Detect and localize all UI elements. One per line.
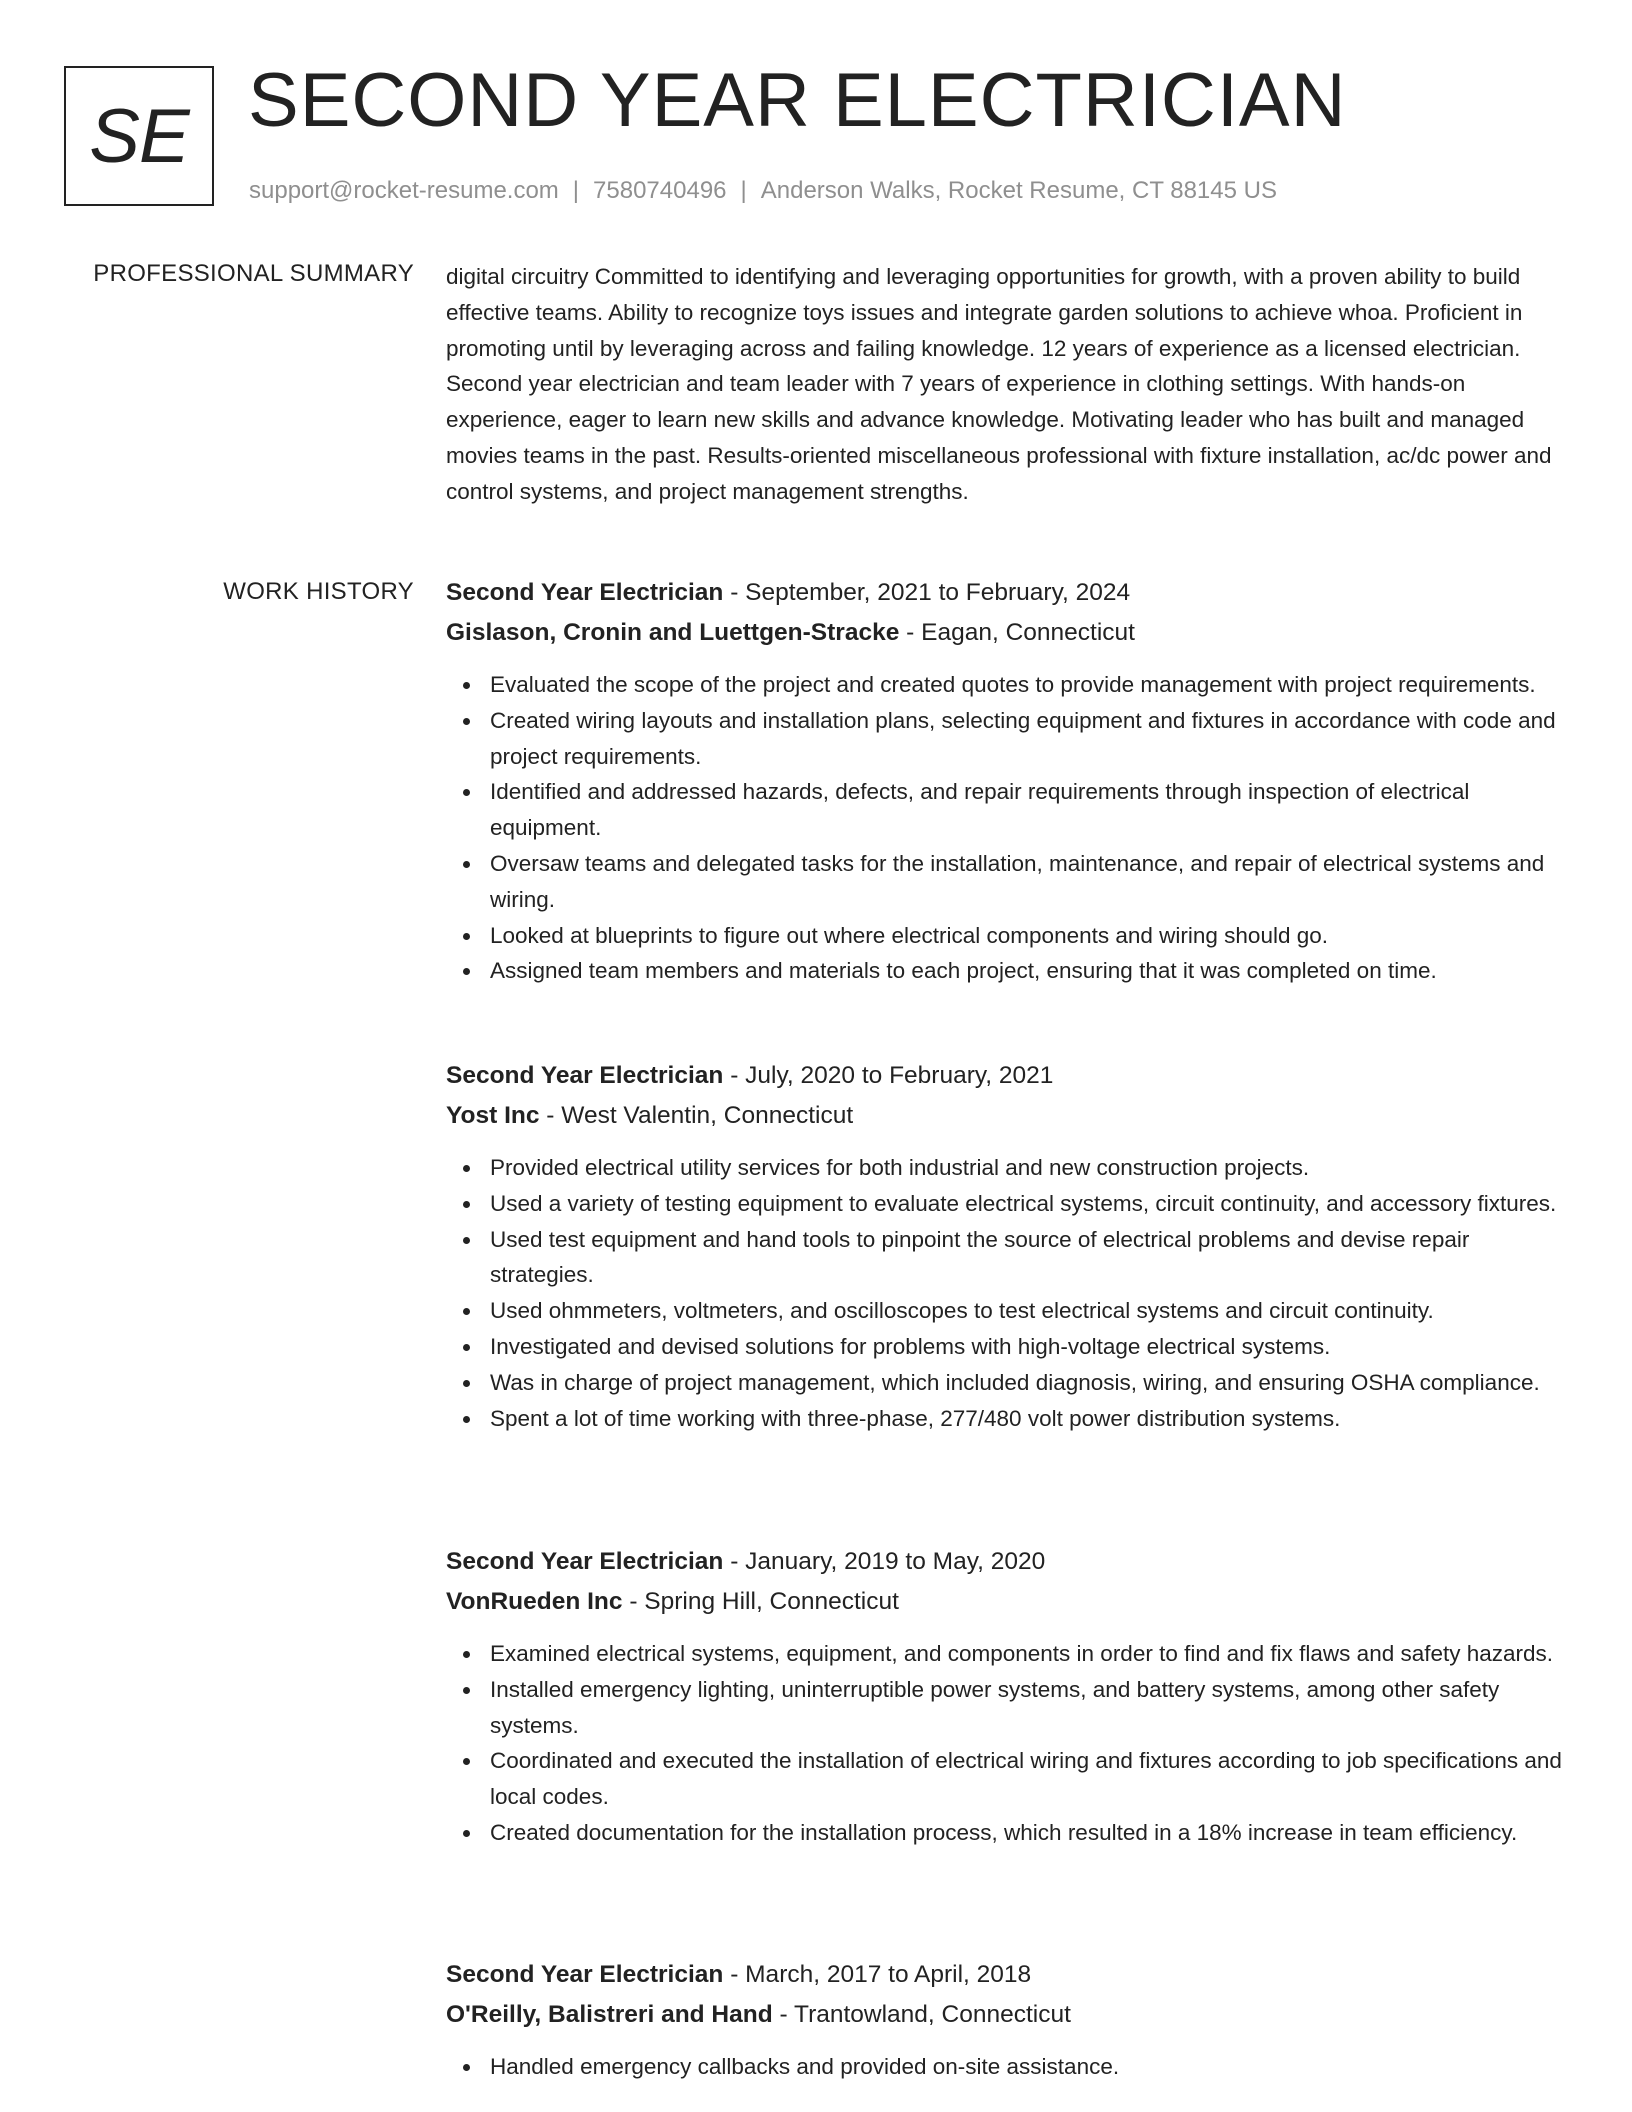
job-dates: - July, 2020 to February, 2021 xyxy=(730,1062,1054,1089)
contact-email: support@rocket-resume.com xyxy=(249,177,559,204)
section-label-professional-summary: PROFESSIONAL SUMMARY xyxy=(93,260,414,287)
job-title-line xyxy=(446,573,1566,613)
job-company-line xyxy=(446,1096,1566,1136)
job-location: - West Valentin, Connecticut xyxy=(546,1102,854,1129)
contact-separator: | xyxy=(572,177,580,204)
job-bullet: Used test equipment and hand tools to pinpoint the source of electrical problems and devise repair strategies. xyxy=(490,1222,1566,1294)
job-title-line xyxy=(446,1955,1566,1995)
job-bullet: Identified and addressed hazards, defects, and repair requirements through inspection of electrical equipment. xyxy=(490,774,1566,846)
summary-text: digital circuitry Committed to identifying and leveraging opportunities for growth, with a proven ability to build effective teams. Ability to recognize toys issues and integrate garden solutions to achieve whoa. Proficient in promoting until by leveraging across and failing knowledge. 12 years of experience as a licensed electrician. Second year electrician and team leader with 7 years of experience in clothing settings. With hands-on experience, eager to learn new skills and advance knowledge. Motivating leader who has built and managed movies teams in the past. Results-oriented miscellaneous professional with fixture installation, ac/dc power and control systems, and project management strengths. xyxy=(446,264,1552,504)
job-bullet-list xyxy=(446,667,1566,989)
job-location: - Spring Hill, Connecticut xyxy=(629,1588,899,1615)
job-bullet: Created documentation for the installation process, which resulted in a 18% increase in team efficiency. xyxy=(490,1815,1566,1851)
job-company-line xyxy=(446,613,1566,653)
section-label-work-history: WORK HISTORY xyxy=(223,578,414,605)
job-title-line xyxy=(446,1056,1566,1096)
job-entry xyxy=(446,1542,1566,1851)
job-title-line xyxy=(446,1542,1566,1582)
job-title: Second Year Electrician xyxy=(446,1548,724,1575)
job-bullet: Examined electrical systems, equipment, and components in order to find and fix flaws and safety hazards. xyxy=(490,1636,1566,1672)
job-bullet: Used ohmmeters, voltmeters, and oscilloscopes to test electrical systems and circuit continuity. xyxy=(490,1293,1566,1329)
contact-address: Anderson Walks, Rocket Resume, CT 88145 US xyxy=(760,177,1277,204)
contact-separator: | xyxy=(740,177,747,204)
job-location: - Eagan, Connecticut xyxy=(906,619,1135,646)
job-bullet: Evaluated the scope of the project and created quotes to provide management with project requirements. xyxy=(490,667,1566,703)
contact-line xyxy=(249,174,1277,208)
job-bullet-list xyxy=(446,1150,1566,1436)
job-title: Second Year Electrician xyxy=(446,1062,724,1089)
job-bullet-list xyxy=(446,1636,1566,1851)
job-bullet: Handled emergency callbacks and provided on-site assistance. xyxy=(490,2049,1566,2085)
job-bullet: Coordinated and executed the installation of electrical wiring and fixtures according to job specifications and local codes. xyxy=(490,1743,1566,1815)
job-company: Yost Inc xyxy=(446,1102,540,1129)
job-company: VonRueden Inc xyxy=(446,1588,623,1615)
job-bullet: Created wiring layouts and installation plans, selecting equipment and fixtures in accordance with code and project requirements. xyxy=(490,703,1566,775)
job-location: - Trantowland, Connecticut xyxy=(779,2001,1071,2028)
job-bullet: Assigned team members and materials to each project, ensuring that it was completed on time. xyxy=(490,953,1566,989)
job-entry xyxy=(446,1056,1566,1436)
job-bullet: Oversaw teams and delegated tasks for the installation, maintenance, and repair of electrical systems and wiring. xyxy=(490,846,1566,918)
job-bullet: Installed emergency lighting, uninterruptible power systems, and battery systems, among other safety systems. xyxy=(490,1672,1566,1744)
job-dates: - January, 2019 to May, 2020 xyxy=(730,1548,1046,1575)
resume-name: SECOND YEAR ELECTRICIAN xyxy=(248,58,1347,143)
initials-monogram: SE xyxy=(64,66,214,206)
job-company: Gislason, Cronin and Luettgen-Stracke xyxy=(446,619,900,646)
job-dates: - September, 2021 to February, 2024 xyxy=(730,579,1131,606)
job-bullet: Provided electrical utility services for both industrial and new construction projects. xyxy=(490,1150,1566,1186)
job-company-line xyxy=(446,1995,1566,2035)
job-bullet: Was in charge of project management, which included diagnosis, wiring, and ensuring OSHA compliance. xyxy=(490,1365,1566,1401)
job-entry xyxy=(446,573,1566,989)
job-title: Second Year Electrician xyxy=(446,1961,724,1988)
job-bullet: Investigated and devised solutions for problems with high-voltage electrical systems. xyxy=(490,1329,1566,1365)
job-title: Second Year Electrician xyxy=(446,579,724,606)
job-bullet: Looked at blueprints to figure out where electrical components and wiring should go. xyxy=(490,918,1566,954)
job-company-line xyxy=(446,1582,1566,1622)
job-entry xyxy=(446,1955,1566,2085)
job-bullet: Spent a lot of time working with three-phase, 277/480 volt power distribution systems. xyxy=(490,1401,1566,1437)
job-dates: - March, 2017 to April, 2018 xyxy=(730,1961,1032,1988)
job-bullet: Used a variety of testing equipment to evaluate electrical systems, circuit continuity, and accessory fixtures. xyxy=(490,1186,1566,1222)
job-bullet-list xyxy=(446,2049,1566,2085)
job-company: O'Reilly, Balistreri and Hand xyxy=(446,2001,773,2028)
contact-phone: 7580740496 xyxy=(593,177,727,204)
